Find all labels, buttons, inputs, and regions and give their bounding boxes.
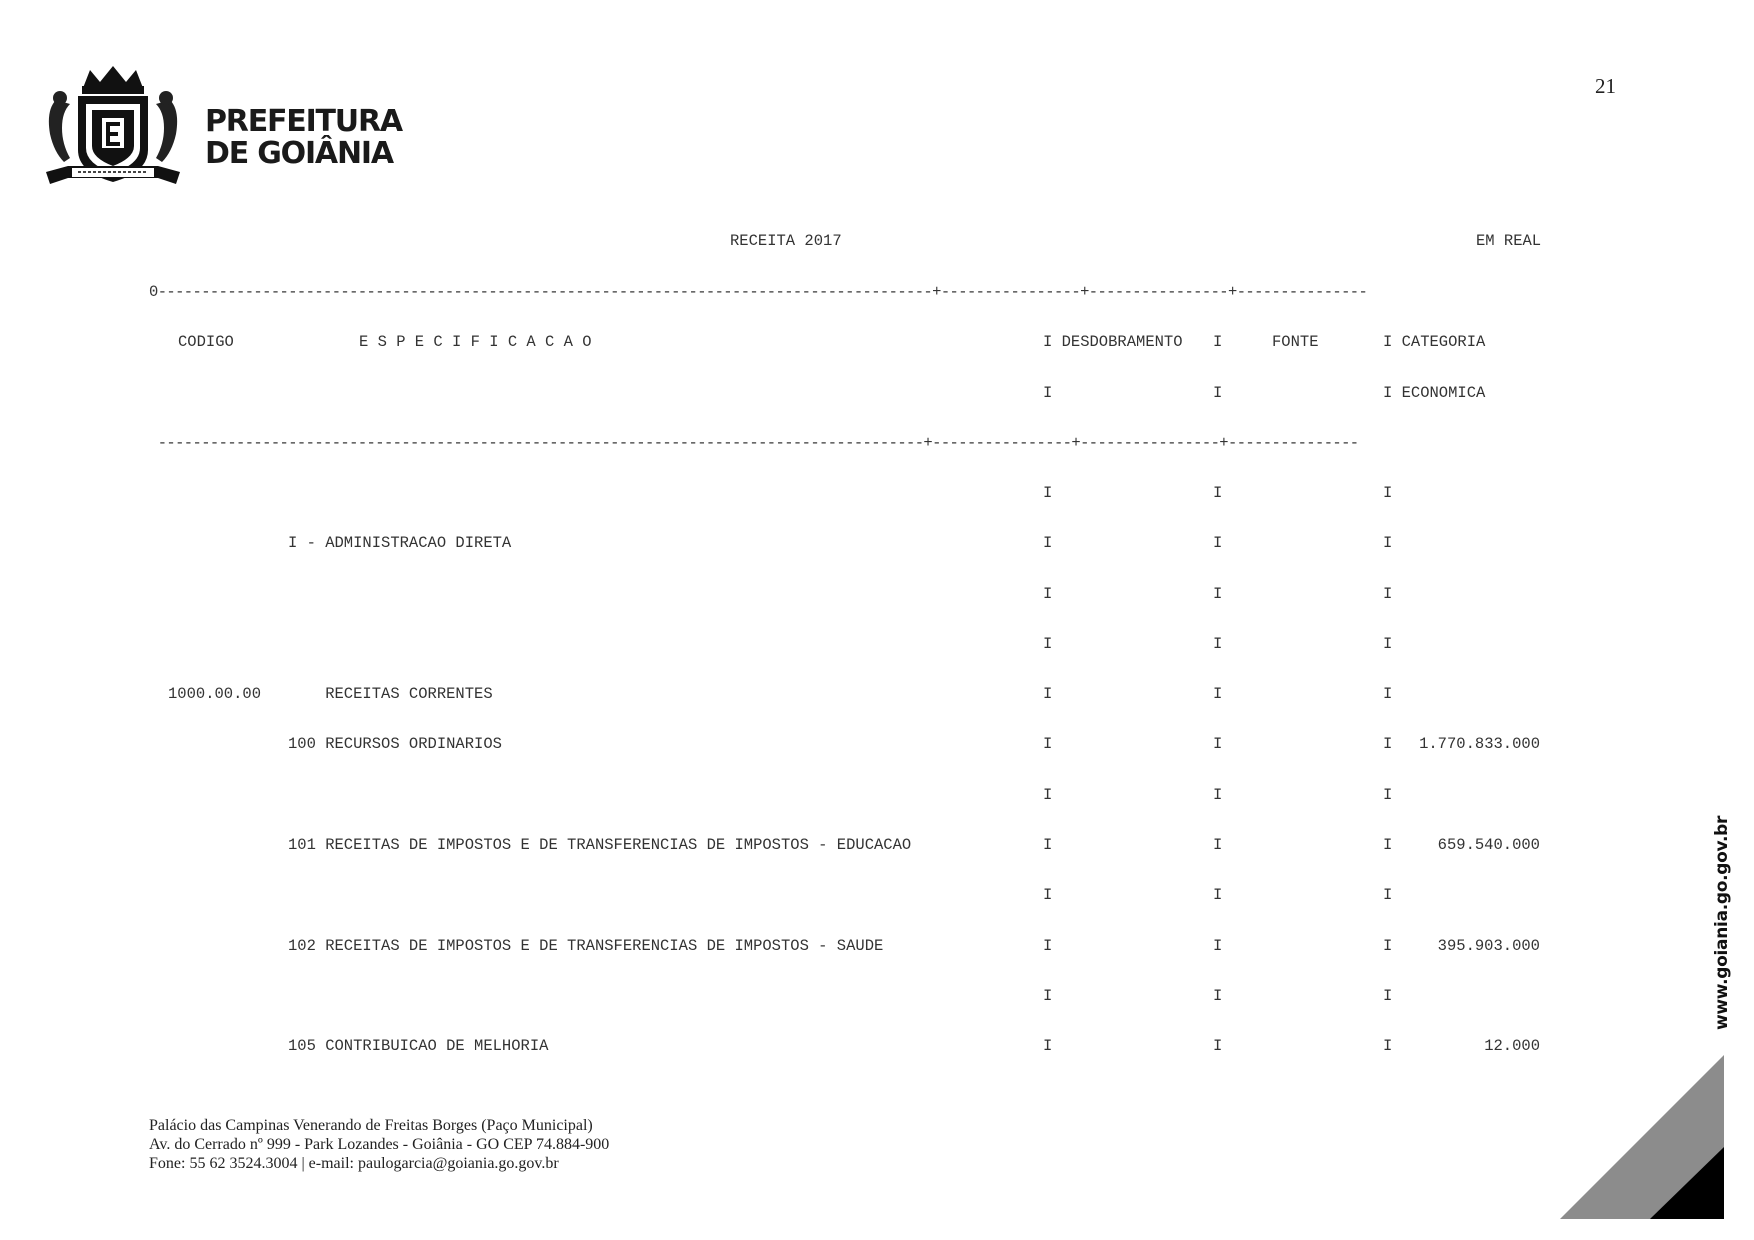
- table-row: [0, 585, 1754, 607]
- row-separator-3: I: [1383, 484, 1393, 502]
- row-separator-1: I: [1043, 685, 1053, 703]
- report-title: RECEITA 2017: [730, 232, 842, 250]
- row-separator-2: I: [1213, 484, 1223, 502]
- corner-triangle-decoration: [1560, 1055, 1730, 1220]
- table-row: [0, 836, 1754, 858]
- row-separator-2: I: [1213, 685, 1223, 703]
- table-row: [0, 937, 1754, 959]
- row-especificacao: I - ADMINISTRACAO DIRETA: [288, 534, 512, 552]
- row-separator-3: I: [1383, 635, 1393, 653]
- row-separator-1: I: [1043, 1037, 1053, 1055]
- row-separator-3: I: [1383, 735, 1393, 753]
- row-codigo: 1000.00.00: [168, 685, 262, 703]
- row-separator-3: I: [1383, 534, 1393, 552]
- row-separator-2: I: [1213, 886, 1223, 904]
- logo-wordmark-line2: DE GOIÂNIA: [205, 136, 393, 171]
- footer-address: [149, 1116, 609, 1173]
- logo-wordmark: [205, 106, 402, 170]
- table-row: [0, 1037, 1754, 1059]
- row-especificacao: 101 RECEITAS DE IMPOSTOS E DE TRANSFERENCIAS DE IMPOSTOS - EDUCACAO: [288, 836, 912, 854]
- column-separator: I: [1213, 384, 1223, 402]
- report-unit: EM REAL: [1476, 232, 1542, 250]
- row-value: 659.540.000: [1437, 836, 1540, 854]
- table-row: [0, 987, 1754, 1009]
- table-row: [0, 635, 1754, 657]
- row-separator-3: I: [1383, 987, 1393, 1005]
- table-row: [0, 534, 1754, 556]
- table-rule-mid: ----------------------------------------------------------------------------------------+----------------+----------------+---------------: [149, 434, 1359, 452]
- row-separator-1: I: [1043, 886, 1053, 904]
- row-separator-2: I: [1213, 585, 1223, 603]
- row-especificacao: RECEITAS CORRENTES: [288, 685, 493, 703]
- logo-wordmark-line1: PREFEITURA: [205, 104, 402, 139]
- row-separator-3: I: [1383, 836, 1393, 854]
- row-separator-1: I: [1043, 786, 1053, 804]
- table-row: [0, 685, 1754, 707]
- footer-line-2: Av. do Cerrado nº 999 - Park Lozandes - Goiânia - GO CEP 74.884-900: [149, 1136, 610, 1153]
- column-separator: I: [1213, 333, 1223, 351]
- row-separator-2: I: [1213, 987, 1223, 1005]
- footer-line-1: Palácio das Campinas Venerando de Freitas Borges (Paço Municipal): [149, 1117, 593, 1134]
- row-value: 395.903.000: [1437, 937, 1540, 955]
- row-especificacao: 100 RECURSOS ORDINARIOS: [288, 735, 502, 753]
- row-separator-1: I: [1043, 585, 1053, 603]
- website-url: www.goiania.go.gov.br: [1712, 815, 1732, 1030]
- row-separator-3: I: [1383, 585, 1393, 603]
- row-separator-1: I: [1043, 937, 1053, 955]
- row-especificacao: 102 RECEITAS DE IMPOSTOS E DE TRANSFERENCIAS DE IMPOSTOS - SAUDE: [288, 937, 884, 955]
- row-separator-2: I: [1213, 534, 1223, 552]
- row-separator-2: I: [1213, 937, 1223, 955]
- row-separator-3: I: [1383, 886, 1393, 904]
- row-separator-1: I: [1043, 635, 1053, 653]
- row-separator-2: I: [1213, 735, 1223, 753]
- row-separator-3: I: [1383, 786, 1393, 804]
- row-value: 12.000: [1484, 1037, 1540, 1055]
- column-header-fonte: FONTE: [1272, 333, 1319, 351]
- row-separator-1: I: [1043, 836, 1053, 854]
- row-separator-3: I: [1383, 685, 1393, 703]
- column-header-codigo: CODIGO: [178, 333, 234, 351]
- row-separator-2: I: [1213, 635, 1223, 653]
- column-header-especificacao: E S P E C I F I C A C A O: [359, 333, 592, 351]
- table-row: [0, 786, 1754, 808]
- row-separator-1: I: [1043, 987, 1053, 1005]
- row-separator-2: I: [1213, 836, 1223, 854]
- table-row: [0, 735, 1754, 757]
- row-separator-1: I: [1043, 484, 1053, 502]
- table-rule-top: 0-----------------------------------------------------------------------------------------+----------------+----------------+---------------: [149, 283, 1368, 301]
- row-separator-2: I: [1213, 786, 1223, 804]
- page-number: 21: [1595, 74, 1616, 98]
- row-separator-2: I: [1213, 1037, 1223, 1055]
- column-separator: I: [1043, 384, 1053, 402]
- table-row: [0, 886, 1754, 908]
- column-header-desdobramento: I DESDOBRAMENTO: [1043, 333, 1183, 351]
- footer-line-3: Fone: 55 62 3524.3004 | e-mail: paulogarcia@goiania.go.gov.br: [149, 1155, 559, 1172]
- row-especificacao: 105 CONTRIBUICAO DE MELHORIA: [288, 1037, 549, 1055]
- prefeitura-coat-of-arms-logo: [38, 60, 188, 195]
- column-header-categoria: I CATEGORIA: [1383, 333, 1486, 351]
- column-header-economica: I ECONOMICA: [1383, 384, 1486, 402]
- row-separator-1: I: [1043, 735, 1053, 753]
- row-separator-3: I: [1383, 937, 1393, 955]
- row-value: 1.770.833.000: [1419, 735, 1540, 753]
- row-separator-1: I: [1043, 534, 1053, 552]
- table-row: [0, 484, 1754, 506]
- row-separator-3: I: [1383, 1037, 1393, 1055]
